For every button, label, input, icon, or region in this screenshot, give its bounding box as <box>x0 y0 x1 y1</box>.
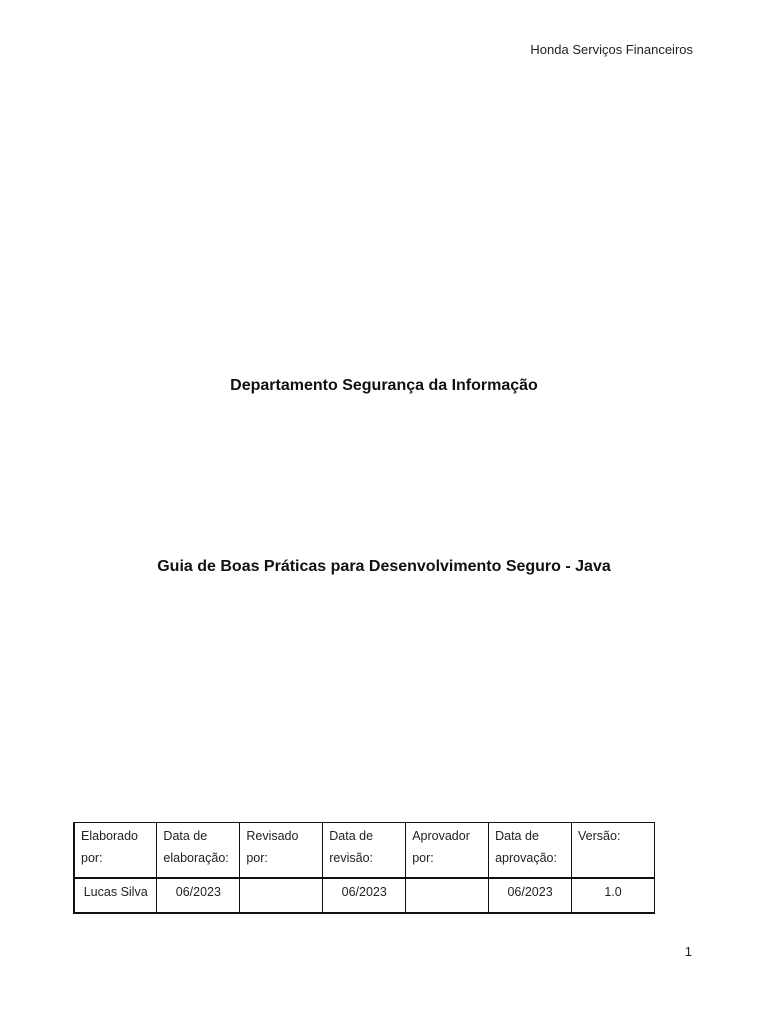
cell-elaborado-por: Lucas Silva <box>74 878 157 913</box>
cell-versao: 1.0 <box>572 878 655 913</box>
cell-data-revisao: 06/2023 <box>323 878 406 913</box>
cell-aprovador-por <box>406 878 489 913</box>
header-revisado-por: Revisado por: <box>240 823 323 879</box>
approval-table <box>73 822 655 914</box>
header-elaborado-por: Elaborado por: <box>74 823 157 879</box>
department-title: Departamento Segurança da Informação <box>230 377 538 394</box>
cell-revisado-por <box>240 878 323 913</box>
company-name: Honda Serviços Financeiros <box>530 42 693 57</box>
document-title: Guia de Boas Práticas para Desenvolvimento Seguro - Java <box>157 558 611 575</box>
page-number: 1 <box>684 944 692 959</box>
approval-table-header-row <box>74 823 655 879</box>
cell-data-aprovacao: 06/2023 <box>489 878 572 913</box>
cell-data-elaboracao: 06/2023 <box>157 878 240 913</box>
header-data-elaboracao: Data de elaboração: <box>157 823 240 879</box>
header-aprovador-por: Aprovador por: <box>406 823 489 879</box>
approval-table-row <box>74 878 655 913</box>
header-data-revisao: Data de revisão: <box>323 823 406 879</box>
header-data-aprovacao: Data de aprovação: <box>489 823 572 879</box>
header-versao: Versão: <box>572 823 655 879</box>
